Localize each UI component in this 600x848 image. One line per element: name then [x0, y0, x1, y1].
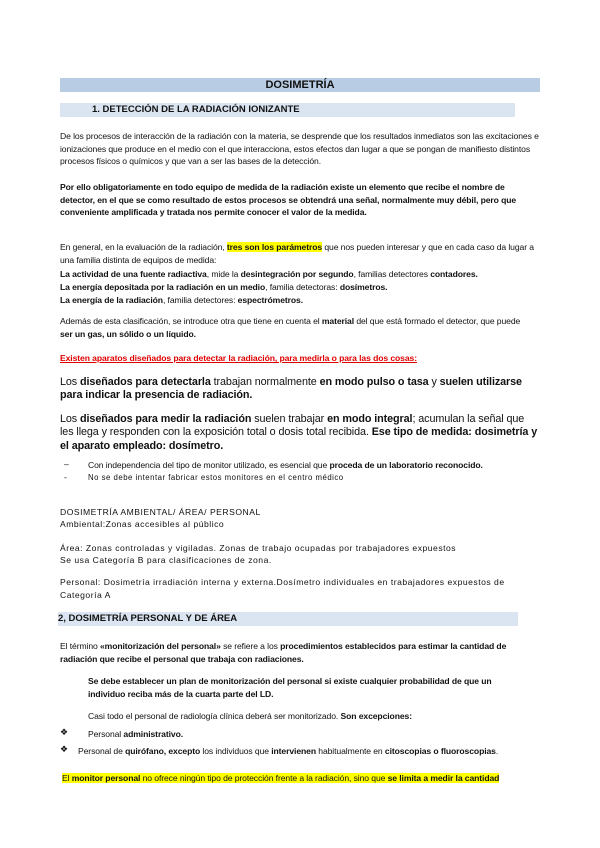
diamond-bullet-icon: ❖ [60, 727, 69, 737]
paragraph-personal-monitor [62, 772, 542, 785]
diamond-bullet-icon: ❖ [60, 744, 69, 754]
dash-mark-1: – [64, 459, 69, 469]
parameter-radiation-energy: La energía de la radiación, familia detectores: espectrómetros. [60, 295, 304, 305]
ambient-definition: Ambiental:Zonas accesibles al público [60, 519, 225, 529]
paragraph-parameters: En general, en la evaluación de la radiación, tres son los parámetros que nos pueden interesar y que en cada caso da lugar a una familia distinta de equipos de medida: [60, 242, 534, 265]
red-underlined-line: Existen aparatos diseñados para detectar la radiación, para medirla o para las dos cosas: [60, 353, 417, 363]
personal-definition: Personal: Dosimetría irradiación interna y externa.Dosímetro individuales en trabajadores expuestos de Categoría A [60, 577, 505, 600]
highlight-three-parameters: tres son los parámetros [226, 242, 323, 252]
section-2-heading: 2, DOSIMETRÍA PERSONAL Y DE ÁREA [58, 612, 518, 626]
paragraph-monitoring: El término «monitorización del personal» se refiere a los procedimientos establecidos para estimar la cantidad de radiación que recibe el personal que trabaja con radiaciones. [60, 641, 507, 664]
section-1-label: 1. DETECCIÓN DE LA RADIACIÓN IONIZANTE [92, 104, 300, 115]
ambient-heading: DOSIMETRÍA AMBIENTAL/ ÁREA/ PERSONAL [60, 507, 261, 517]
paragraph-exceptions: Casi todo el personal de radiología clínica deberá ser monitorizado. Son excepciones: [88, 711, 412, 721]
dash-item-fabricate: No se debe intentar fabricar estos monitores en el centro médico [88, 473, 344, 482]
area-definition: Área: Zonas controladas y vigiladas. Zonas de trabajo ocupadas por trabajadores expuestos [60, 543, 457, 553]
dash-mark-2: - [64, 472, 67, 482]
paragraph-measure-devices: Los diseñados para medir la radiación suelen trabajar en modo integral; acumulan la señal que les llega y responden con la exposición total o dosis total recibida. Ese tipo de medida: dosimetría y el aparato empleado: dosímetro. [60, 413, 538, 452]
exception-operating-room: Personal de quirófano, excepto los individuos que intervienen habitualmente en citoscopias o fluoroscopias. [78, 746, 499, 756]
parameter-deposited-energy: La energía depositada por la radiación en un medio, familia detectoras: dosímetros. [60, 282, 388, 292]
document-title: DOSIMETRÍA [60, 78, 540, 92]
highlight-personal-monitor: El monitor personal no ofrece ningún tipo de protección frente a la radiación, sino que se limita a medir la cantidad [62, 773, 500, 783]
paragraph-detect-devices: Los diseñados para detectarla trabajan normalmente en modo pulso o tasa y suelen utilizarse para indicar la presencia de radiación. [60, 376, 522, 402]
paragraph-intro: De los procesos de interacción de la radiación con la materia, se desprende que los resultados inmediatos son las excitaciones e ionizaciones que produce en el medio con el que interacciona, estos efectos dan lugar a que se pongan de manifiesto distintos procesos físicos o químicos y que van a ser las bases de la detección. [60, 131, 539, 167]
paragraph-material: Además de esta clasificación, se introduce otra que tiene en cuenta el material del que está formado el detector, que puede ser un gas, un sólido o un líquido. [60, 316, 521, 339]
section-1-heading [60, 103, 515, 117]
paragraph-monitoring-plan: Se debe establecer un plan de monitorización del personal si existe cualquier probabilidad de que un individuo reciba más de la cuarta parte del LD. [88, 676, 492, 699]
parameter-activity: La actividad de una fuente radiactiva, mide la desintegración por segundo, familias detectores contadores. [60, 269, 478, 279]
paragraph-detector: Por ello obligatoriamente en todo equipo de medida de la radiación existe un elemento que recibe el nombre de detector, en el que se como resultado de estos procesos se obtendrá una señal, normalmente muy débil, pero que conveniente amplificada y tratada nos permite conocer el valor de la medida. [60, 182, 517, 218]
dash-item-laboratory: Con independencia del tipo de monitor utilizado, es esencial que proceda de un laboratorio reconocido. [88, 460, 483, 470]
exception-administrative: Personal administrativo. [88, 729, 184, 739]
area-category: Se usa Categoría B para clasificaciones de zona. [60, 555, 272, 565]
